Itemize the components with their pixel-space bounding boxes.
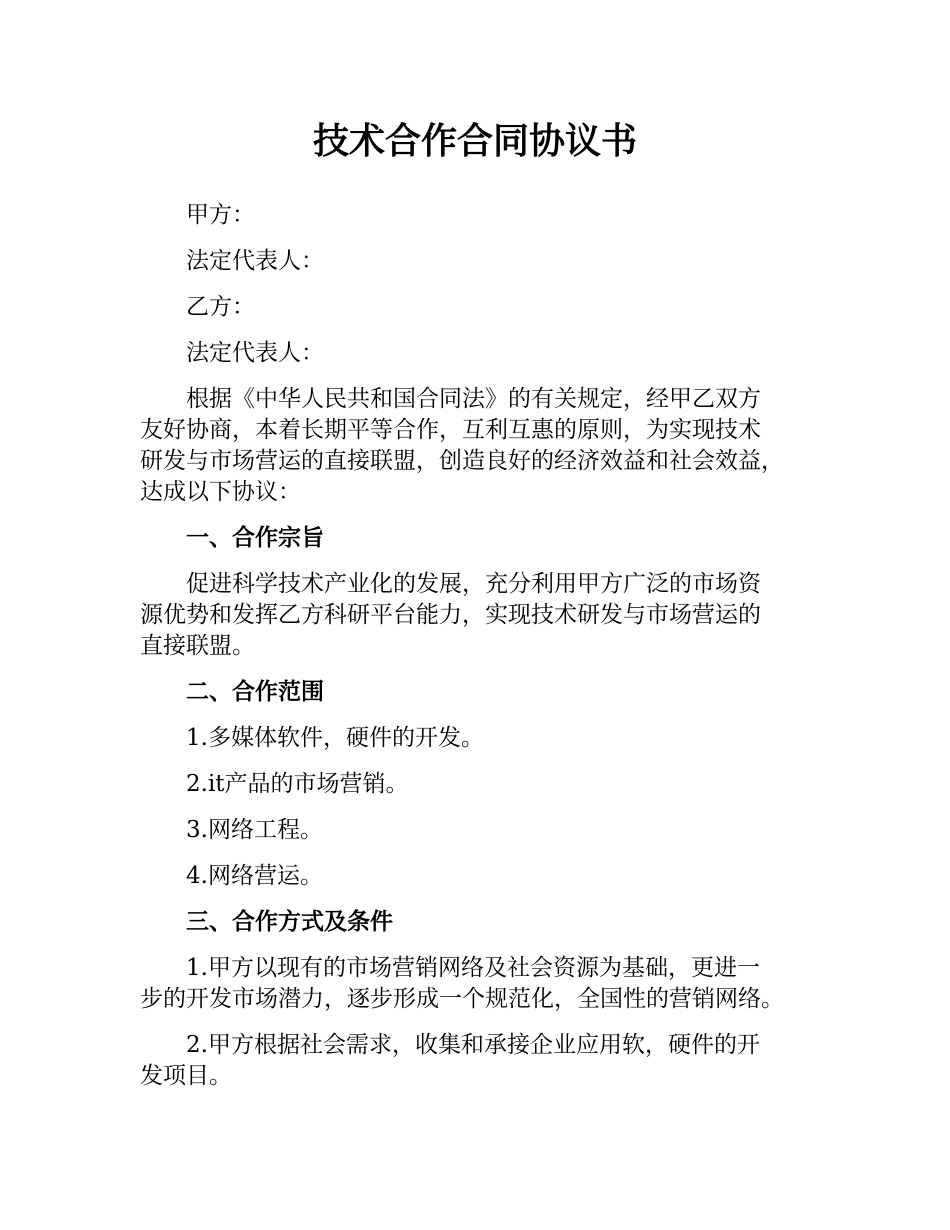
scope-item: 2.it产品的市场营销。	[186, 771, 409, 797]
section-heading-purpose: 一、合作宗旨	[186, 525, 324, 551]
section-heading-scope: 二、合作范围	[186, 679, 324, 705]
scope-item: 4.网络营运。	[186, 863, 323, 889]
preamble-line: 研发与市场营运的直接联盟，创造良好的经济效益和社会效益，	[140, 448, 784, 474]
scope-item: 3.网络工程。	[186, 817, 323, 843]
preamble-line: 友好协商，本着长期平等合作，互利互惠的原则，为实现技术	[140, 417, 761, 443]
purpose-line: 直接联盟。	[140, 633, 255, 659]
purpose-paragraph	[140, 569, 830, 662]
preamble-line: 根据《中华人民共和国合同法》的有关规定，经甲乙双方	[186, 386, 761, 412]
method-item-line: 步的开发市场潜力，逐步形成一个规范化，全国性的营销网络。	[140, 986, 784, 1012]
method-item-1	[140, 953, 830, 1015]
method-item-line: 发项目。	[140, 1063, 232, 1089]
document-title: 技术合作合同协议书	[312, 121, 637, 162]
party-a-line: 甲方：	[186, 202, 255, 228]
section-heading-method: 三、合作方式及条件	[186, 909, 393, 935]
method-item-line: 2.甲方根据社会需求，收集和承接企业应用软，硬件的开	[186, 1032, 760, 1058]
purpose-line: 促进科学技术产业化的发展，充分利用甲方广泛的市场资	[186, 571, 761, 597]
document-body	[140, 200, 830, 1107]
scope-item: 1.多媒体软件，硬件的开发。	[186, 725, 484, 751]
preamble-paragraph	[140, 384, 830, 508]
party-b-line: 乙方：	[186, 294, 255, 320]
preamble-line: 达成以下协议：	[140, 479, 301, 505]
party-a-representative-line: 法定代表人：	[186, 248, 324, 274]
party-b-representative-line: 法定代表人：	[186, 340, 324, 366]
method-item-2	[140, 1030, 830, 1092]
purpose-line: 源优势和发挥乙方科研平台能力，实现技术研发与市场营运的	[140, 602, 761, 628]
method-item-line: 1.甲方以现有的市场营销网络及社会资源为基础，更进一	[186, 955, 760, 981]
